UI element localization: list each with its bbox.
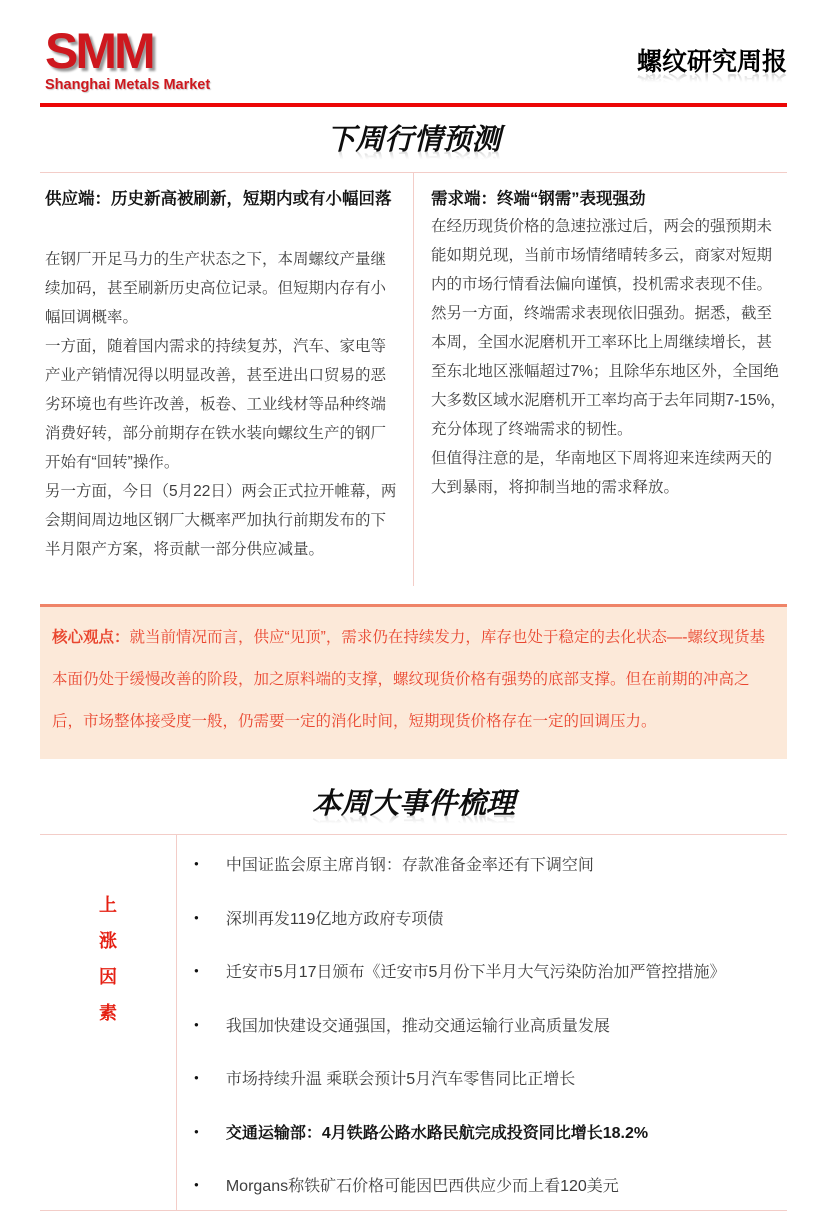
demand-paragraph: 但值得注意的是，华南地区下周将迎来连续两天的 大到暴雨，将抑制当地的需求释放。	[431, 450, 773, 496]
supply-paragraph: 一方面，随着国内需求的持续复苏，汽车、家电等产业产销情况得以明显改善，甚至进出口贸易的恶劣环境也有些许改善，板卷、工业线材等品种终端消费好转，部分前期存在铁水装向螺纹生产的钢厂开始有“回转”操作。	[45, 338, 387, 471]
list-item: ● 市场持续升温 乘联会预计5月汽车零售同比正增长	[194, 1051, 777, 1105]
header	[0, 0, 827, 93]
events-section-title: 本周大事件梳理	[311, 788, 515, 820]
events-table	[40, 834, 787, 1211]
list-item: ● 深圳再发119亿地方政府专项债	[194, 891, 777, 945]
smm-logo-text: SMM	[45, 23, 153, 79]
smm-logo-subtext: Shanghai Metals Market	[45, 77, 211, 93]
core-viewpoint-box	[40, 604, 787, 759]
core-viewpoint-label: 核心观点：	[52, 629, 130, 646]
forecast-section-title: 下周行情预测	[326, 124, 501, 156]
list-item: ● 我国加快建设交通强国，推动交通运输行业高质量发展	[194, 998, 777, 1052]
smm-logo	[45, 23, 211, 93]
events-row-label-cell	[40, 835, 177, 1210]
list-item: ● Morgans称铁矿石价格可能因巴西供应少而上看120美元	[194, 1158, 777, 1212]
core-viewpoint-text: 就当前情况而言，供应“见顶”，需求仍在持续发力，库存也处于稳定的去化状态—-螺纹现货基本面仍处于缓慢改善的阶段，加之原料端的支撑，螺纹现货价格有强势的底部支撑。但在前期的冲高之后，市场整体接受度一般，仍需要一定的消化时间，短期现货价格存在一定的回调压力。	[52, 629, 766, 730]
report-title: 螺纹研究周报	[636, 48, 787, 76]
events-row-label: 上涨因素	[99, 895, 117, 1023]
list-item: ● 迁安市5月17日颁布《迁安市5月份下半月大气污染防治加严管控措施》	[194, 944, 777, 998]
supply-paragraph: 在钢厂开足马力的生产状态之下，本周螺纹产量继续加码，甚至刷新历史高位记录。但短期内存有小幅回调概率。	[45, 251, 387, 326]
events-list	[177, 835, 787, 1210]
supply-heading: 供应端：历史新高被刷新，短期内或有小幅回落	[45, 190, 392, 208]
forecast-columns	[40, 172, 787, 586]
list-item: ● 交通运输部：4月铁路公路水路民航完成投资同比增长18.2%	[194, 1105, 777, 1159]
demand-column	[414, 173, 787, 586]
list-item: ● 中国证监会原主席肖钢：存款准备金率还有下调空间	[194, 837, 777, 891]
supply-column	[40, 173, 414, 586]
supply-paragraph: 另一方面，今日（5月22日）两会正式拉开帷幕，两会期间周边地区钢厂大概率严加执行前期发布的下半月限产方案，将贡献一部分供应减量。	[45, 483, 397, 558]
demand-heading: 需求端：终端“钢需”表现强劲	[431, 190, 646, 208]
header-divider	[40, 103, 787, 107]
demand-paragraph: 在经历现货价格的急速拉涨过后，两会的强预期未能如期兑现，当前市场情绪晴转多云，商家对短期内的市场行情看法偏向谨慎，投机需求表现不佳。然另一方面，终端需求表现依旧强劲。据悉，截至本周，全国水泥磨机开工率环比上周继续增长，甚至东北地区涨幅超过7%；且除华东地区外，全国绝大多数区域水泥磨机开工率均高于去年同期7-15%，充分体现了终端需求的韧性。	[431, 218, 786, 438]
